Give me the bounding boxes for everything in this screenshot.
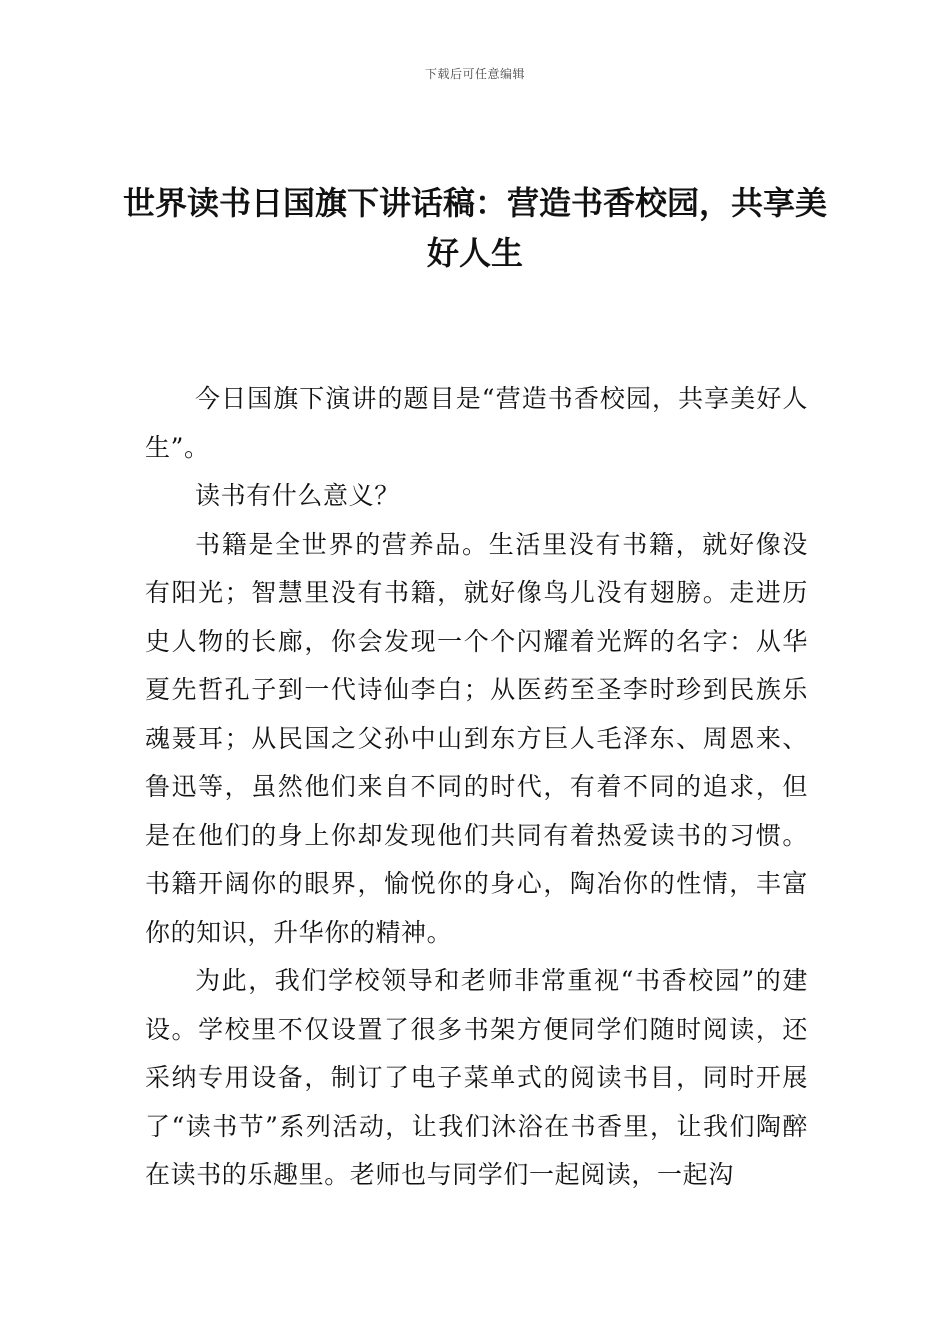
paragraph-school-efforts: 为此，我们学校领导和老师非常重视“书香校园”的建设。学校里不仅设置了很多书架方便同学们随时阅读，还采纳专用设备，制订了电子菜单式的阅读书目，同时开展了“读书节”系列活动，让我们沐浴在书香里，让我们陶醉在读书的乐趣里。老师也与同学们一起阅读，一起沟 bbox=[145, 966, 808, 1189]
document-title: 世界读书日国旗下讲话稿：营造书香校园，共享美好人生 bbox=[122, 184, 827, 272]
paragraph-books-value: 书籍是全世界的营养品。生活里没有书籍，就好像没有阳光；智慧里没有书籍，就好像鸟儿没有翅膀。走进历史人物的长廊，你会发现一个个闪耀着光辉的名字：从华夏先哲孔子到一代诗仙李白；从医药至圣李时珍到民族乐魂聂耳；从民国之父孙中山到东方巨人毛泽东、周恩来、鲁迅等，虽然他们来自不同的时代，有着不同的追求，但是在他们的身上你却发现他们共同有着热爱读书的习惯。书籍开阔你的眼界，愉悦你的身心，陶冶你的性情，丰富你的知识，升华你的精神。 bbox=[145, 529, 808, 947]
document-body bbox=[145, 375, 808, 1200]
page-header-note: 下载后可任意编辑 bbox=[424, 67, 525, 81]
paragraph-intro: 今日国旗下演讲的题目是“营造书香校园，共享美好人生”。 bbox=[145, 384, 808, 462]
paragraph-question: 读书有什么意义？ bbox=[195, 481, 400, 510]
